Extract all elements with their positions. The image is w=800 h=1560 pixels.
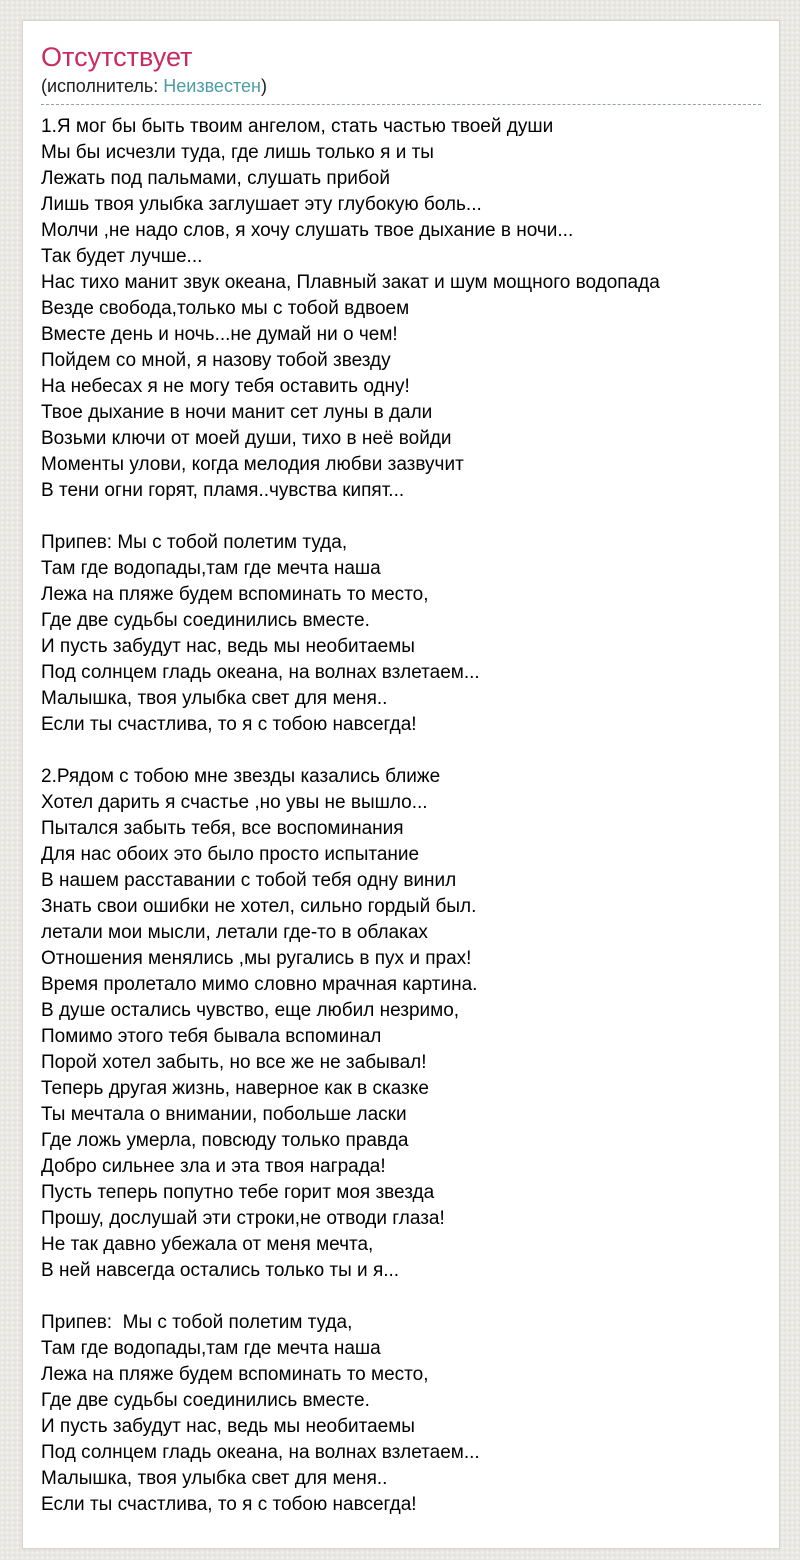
artist-link[interactable]: Неизвестен (163, 75, 261, 96)
lyric-line: Теперь другая жизнь, наверное как в сказке (41, 1077, 429, 1099)
lyric-line: Пойдем со мной, я назову тобой звезду (41, 349, 391, 371)
lyric-line: Для нас обоих это было просто испытание (41, 843, 420, 865)
lyric-line: Везде свобода,только мы с тобой вдвоем (41, 297, 410, 319)
lyric-line: Хотел дарить я счастье ,но увы не вышло... (41, 791, 428, 813)
lyrics-stanza (41, 764, 761, 1284)
lyric-line: Пусть теперь попутно тебе горит моя звезда (41, 1181, 435, 1203)
lyric-line: На небесах я не могу тебя оставить одну! (41, 375, 410, 397)
lyric-line: Мы бы исчезли туда, где лишь только я и ты (41, 141, 434, 163)
lyric-line: 2.Рядом с тобою мне звезды казались ближе (41, 765, 441, 787)
lyric-line: В ней навсегда остались только ты и я... (41, 1259, 400, 1281)
lyric-line: Под солнцем гладь океана, на волнах взлетаем... (41, 1441, 480, 1463)
lyric-line: Малышка, твоя улыбка свет для меня.. (41, 1467, 388, 1489)
lyric-line: Лишь твоя улыбка заглушает эту глубокую боль... (41, 193, 482, 215)
lyrics-stanza (41, 1310, 761, 1518)
lyric-line: Отношения менялись ,мы ругались в пух и прах! (41, 947, 472, 969)
lyric-line: Порой хотел забыть, но все же не забывал! (41, 1051, 427, 1073)
lyric-line: Припев: Мы с тобой полетим туда, (41, 1311, 353, 1333)
lyric-line: летали мои мысли, летали где-то в облаках (41, 921, 428, 943)
lyric-line: В тени огни горят, пламя..чувства кипят... (41, 479, 405, 501)
lyric-line: Малышка, твоя улыбка свет для меня.. (41, 687, 388, 709)
lyric-line: Твое дыхание в ночи манит сет луны в дали (41, 401, 433, 423)
lyric-line: Под солнцем гладь океана, на волнах взлетаем... (41, 661, 480, 683)
lyric-line: Если ты счастлива, то я с тобою навсегда! (41, 713, 417, 735)
lyric-line: Лежать под пальмами, слушать прибой (41, 167, 390, 189)
lyric-line: Добро сильнее зла и эта твоя награда! (41, 1155, 386, 1177)
lyric-line: В нашем расставании с тобой тебя одну винил (41, 869, 457, 891)
song-title: Отсутствует (41, 42, 193, 72)
lyrics-stanza (41, 114, 761, 504)
lyrics-stanza (41, 530, 761, 738)
lyric-line: Где ложь умерла, повсюду только правда (41, 1129, 409, 1151)
lyric-line: Пытался забыть тебя, все воспоминания (41, 817, 404, 839)
lyric-line: Возьми ключи от моей души, тихо в неё войди (41, 427, 452, 449)
lyric-line: Знать свои ошибки не хотел, сильно гордый был. (41, 895, 477, 917)
lyric-line: В душе остались чувство, еще любил незримо, (41, 999, 460, 1021)
lyric-line: И пусть забудут нас, ведь мы необитаемы (41, 635, 415, 657)
lyric-line: Так будет лучше... (41, 245, 203, 267)
lyric-line: Если ты счастлива, то я с тобою навсегда! (41, 1493, 417, 1515)
lyric-line: Молчи ,не надо слов, я хочу слушать твое дыхание в ночи... (41, 219, 574, 241)
lyric-line: И пусть забудут нас, ведь мы необитаемы (41, 1415, 415, 1437)
lyric-line: Лежа на пляже будем вспоминать то место, (41, 1363, 429, 1385)
dashed-separator (41, 104, 761, 105)
lyric-line: Моменты улови, когда мелодия любви зазвучит (41, 453, 464, 475)
lyric-line: Там где водопады,там где мечта наша (41, 1337, 381, 1359)
lyric-line: Где две судьбы соединились вместе. (41, 609, 370, 631)
lyric-line: Припев: Мы с тобой полетим туда, (41, 531, 348, 553)
lyric-line: Прошу, дослушай эти строки,не отводи глаза! (41, 1207, 445, 1229)
artist-label-suffix: ) (260, 75, 267, 96)
lyric-line: Не так давно убежала от меня мечта, (41, 1233, 374, 1255)
lyric-line: Лежа на пляже будем вспоминать то место, (41, 583, 429, 605)
lyric-line: Помимо этого тебя бывала вспоминал (41, 1025, 382, 1047)
lyric-line: Где две судьбы соединились вместе. (41, 1389, 370, 1411)
lyric-line: Ты мечтала о внимании, побольше ласки (41, 1103, 407, 1125)
lyric-line: Вместе день и ночь...не думай ни о чем! (41, 323, 398, 345)
artist-label-prefix: (исполнитель: (41, 75, 164, 96)
lyric-line: Время пролетало мимо словно мрачная картина. (41, 973, 478, 995)
lyric-line: Там где водопады,там где мечта наша (41, 557, 381, 579)
artist-line (41, 76, 761, 104)
lyrics-text (41, 114, 761, 1518)
lyric-line: Нас тихо манит звук океана, Плавный закат и шум мощного водопада (41, 271, 660, 293)
lyric-line: 1.Я мог бы быть твоим ангелом, стать частью твоей души (41, 115, 554, 137)
lyrics-card (22, 20, 780, 1549)
